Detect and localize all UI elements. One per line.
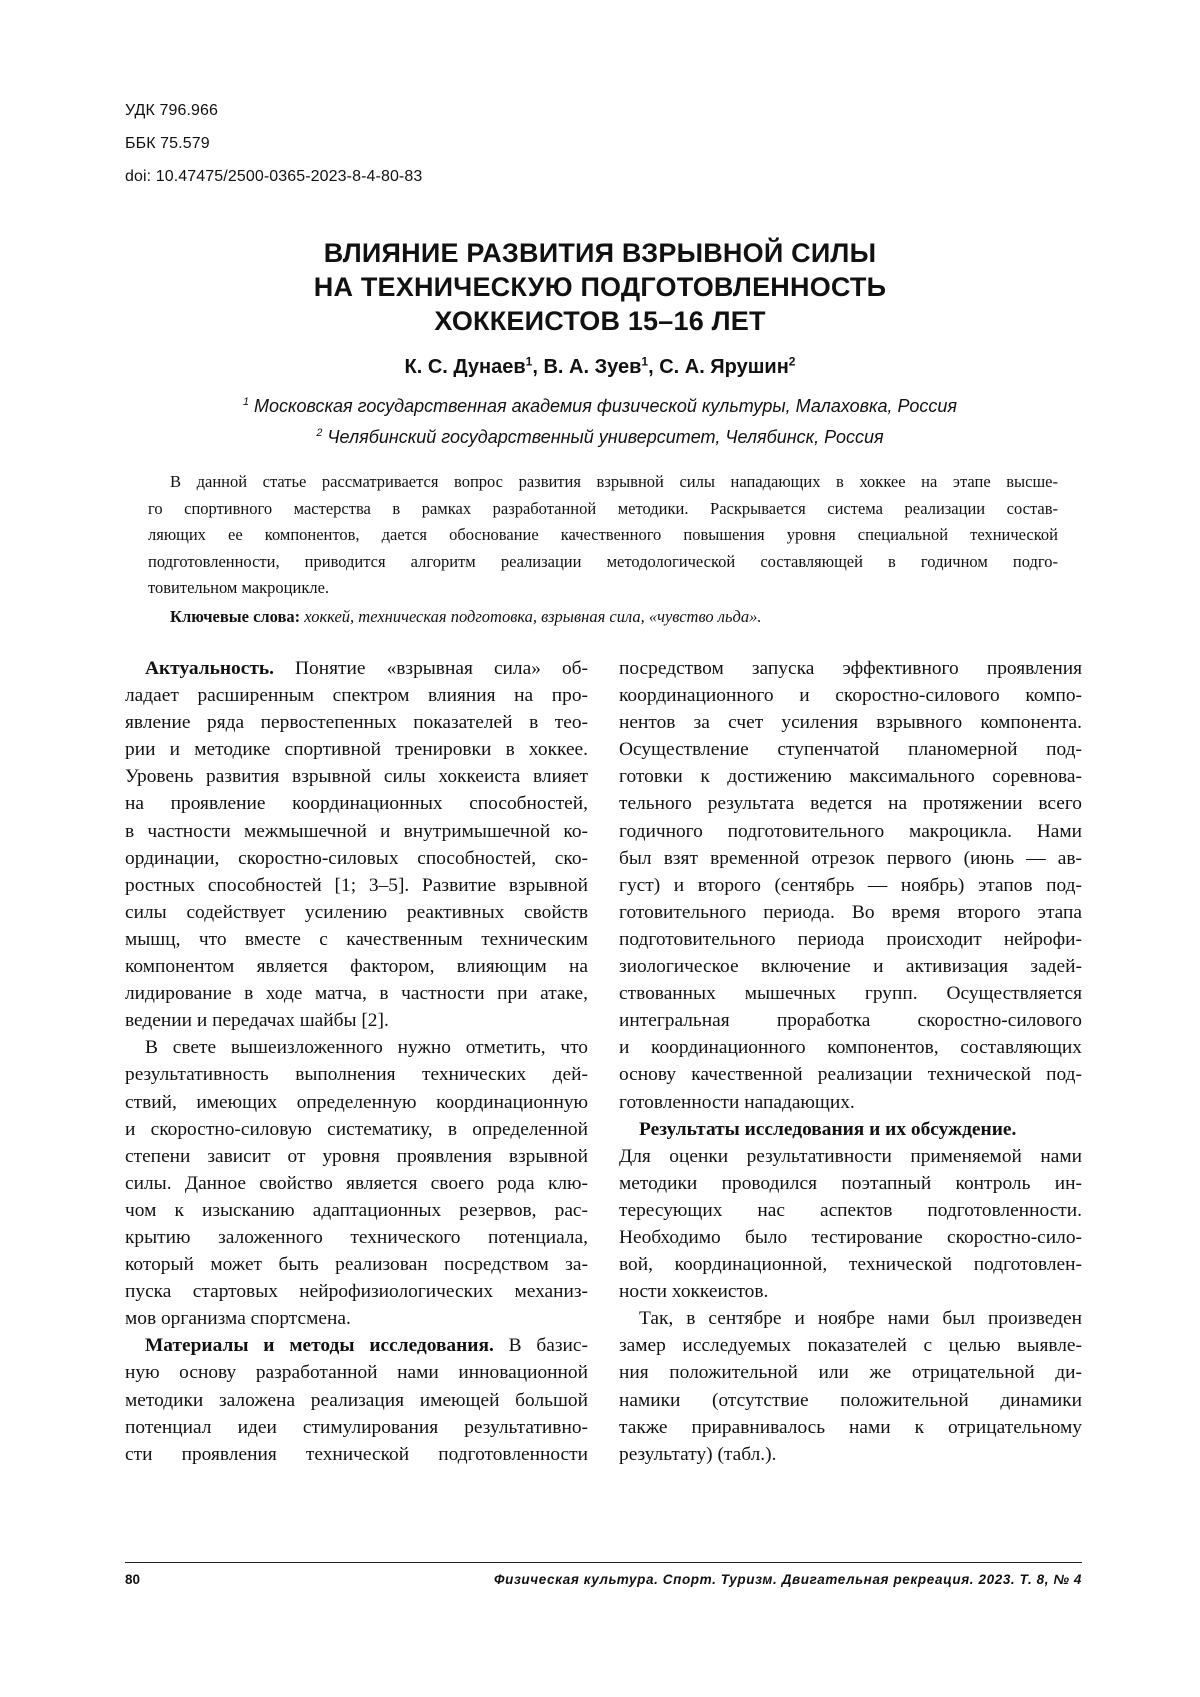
body-text: силы содействует усилению реактивных свойств — [125, 901, 588, 923]
title-line-1: ВЛИЯНИЕ РАЗВИТИЯ ВЗРЫВНОЙ СИЛЫ — [323, 238, 877, 268]
body-text: мышц, что вместе с качественным техническим — [125, 928, 588, 950]
abstract-line: подготовленности, приводится алгоритм реализации методологической составляющей в годичном подго- — [148, 551, 1058, 571]
body-text: сти проявления технической подготовленности — [125, 1443, 588, 1465]
keywords-value: хоккей, техническая подготовка, взрывная сила, «чувство льда». — [300, 607, 762, 626]
body-text: Так, в сентябре и ноябре нами был произведен — [639, 1308, 1082, 1330]
title-line-2: НА ТЕХНИЧЕСКУЮ ПОДГОТОВЛЕННОСТЬ — [313, 272, 887, 302]
abstract — [148, 469, 1058, 602]
body-text-line — [125, 980, 588, 1007]
body-text: Необходимо было тестирование скоростно-сило- — [619, 1226, 1082, 1248]
body-text: явление ряда первостепенных показателей в тео- — [125, 712, 588, 734]
body-text: который может быть реализован посредством за- — [125, 1254, 588, 1276]
body-text-line — [619, 1278, 1082, 1305]
keywords — [170, 607, 761, 627]
body-text: основу качественной реализации технической под- — [619, 1064, 1082, 1086]
body-text: был взят временной отрезок первого (июнь — ав- — [619, 847, 1082, 869]
body-text: методики заложена реализация имеющей большой — [125, 1389, 588, 1411]
udk-code: УДК 796.966 — [125, 102, 218, 119]
body-text-line — [619, 1116, 1082, 1143]
body-text: методики проводился поэтапный контроль ин- — [619, 1172, 1082, 1194]
page-number: 80 — [125, 1572, 141, 1587]
body-text: годичного подготовительного макроцикла. Нами — [619, 820, 1082, 842]
body-text-line — [619, 818, 1082, 845]
body-text-line — [125, 682, 588, 709]
title-line-3: ХОККЕИСТОВ 15–16 ЛЕТ — [434, 306, 766, 336]
body-text-line — [619, 1305, 1082, 1332]
body-text-line — [125, 1359, 588, 1386]
body-text-line — [125, 1034, 588, 1061]
body-text-line — [125, 1143, 588, 1170]
author-separator: , — [532, 356, 544, 378]
abstract-line: В данной статье рассматривается вопрос развития взрывной силы нападающих в хоккее на этапе высше- — [170, 472, 1058, 491]
article-title — [125, 236, 1075, 338]
body-text: в частности межмышечной и внутримышечной ко- — [125, 820, 588, 842]
affiliation-2-text: Челябинский государственный университет, Челябинск, Россия — [327, 427, 884, 447]
body-text: ния положительной или же отрицательной ди- — [619, 1362, 1082, 1384]
body-text-line — [125, 1089, 588, 1116]
body-text: ствий, имеющих определенную координационную — [125, 1091, 588, 1113]
author-separator: , — [648, 356, 660, 378]
body-text-line — [619, 1441, 1082, 1468]
section-heading: Материалы и методы исследования. — [145, 1335, 494, 1357]
author-name: В. А. Зуев — [543, 356, 642, 378]
body-text: ствованных мышечных групп. Осуществляется — [619, 983, 1082, 1005]
body-text: интегральная проработка скоростно-силового — [619, 1010, 1082, 1032]
author-list — [125, 356, 1075, 379]
body-text: Уровень развития взрывной силы хоккеиста влияет — [125, 766, 588, 788]
body-text-line — [619, 872, 1082, 899]
body-text-line — [619, 1332, 1082, 1359]
body-text: мов организма спортсмена. — [125, 1308, 351, 1330]
body-text-line — [125, 1278, 588, 1305]
body-text: ности хоккеистов. — [619, 1281, 769, 1303]
keywords-label: Ключевые слова: — [170, 607, 301, 626]
affiliation-2 — [125, 427, 1075, 448]
body-text: потенциал идеи стимулирования результативно- — [125, 1416, 588, 1438]
author-affiliation-marker: 1 — [641, 354, 649, 369]
body-text: готовительного периода. Во время второго этапа — [619, 901, 1082, 923]
author-affiliation-marker: 1 — [525, 354, 533, 369]
affiliation-1 — [125, 396, 1075, 417]
body-text: В базис- — [493, 1335, 588, 1357]
body-text-line — [619, 1251, 1082, 1278]
body-text-line — [125, 953, 588, 980]
body-text: лидирование в ходе матча, в частности при атаке, — [125, 983, 588, 1005]
body-text-line — [125, 736, 588, 763]
body-column-left — [125, 655, 588, 1468]
body-text: и скоростно-силовую систематику, в определенной — [125, 1118, 588, 1140]
body-text-line — [125, 655, 588, 682]
body-text: ростных способностей [1; 3–5]. Развитие взрывной — [125, 874, 588, 896]
body-text-line — [619, 1089, 1082, 1116]
section-heading: Актуальность. — [145, 658, 274, 679]
body-text-line — [125, 1441, 588, 1468]
body-text-line — [125, 1332, 588, 1359]
affiliation-2-marker: 2 — [316, 427, 323, 439]
body-text: готовленности нападающих. — [619, 1091, 855, 1113]
body-text-line — [619, 790, 1082, 817]
body-text: крытию заложенного технического потенциала, — [125, 1226, 588, 1248]
body-text: координационного и скоростно-силового компо- — [619, 685, 1082, 707]
body-text: намики (отсутствие положительной динамики — [619, 1389, 1082, 1411]
body-text-line — [125, 763, 588, 790]
body-text-line — [619, 709, 1082, 736]
body-text: степени зависит от уровня проявления взрывной — [125, 1145, 588, 1167]
body-text: подготовительного периода происходит нейрофи- — [619, 928, 1082, 950]
body-text-line — [619, 926, 1082, 953]
body-text: силы. Данное свойство является своего рода клю- — [125, 1172, 588, 1194]
doi-label: doi: 10.47475/2500-0365-2023-8-4-80-83 — [125, 168, 423, 185]
body-text-line — [619, 1224, 1082, 1251]
author-name: С. А. Ярушин — [659, 356, 789, 378]
body-text: Для оценки результативности применяемой нами — [619, 1145, 1082, 1167]
body-text-line — [619, 845, 1082, 872]
body-text-line — [125, 1387, 588, 1414]
section-heading: Результаты исследования и их обсуждение. — [639, 1118, 1017, 1140]
affiliation-1-marker: 1 — [243, 396, 250, 408]
bbk-code: ББК 75.579 — [125, 135, 210, 152]
body-column-right — [619, 655, 1082, 1468]
body-text: тельного результата ведется на протяжении всего — [619, 793, 1082, 815]
body-text-line — [125, 899, 588, 926]
body-text-line — [619, 655, 1082, 682]
body-text-line — [619, 1387, 1082, 1414]
body-text: компонентом является фактором, влияющим на — [125, 956, 588, 978]
body-text-line — [125, 1116, 588, 1143]
body-text-line — [619, 1061, 1082, 1088]
body-text: ординации, скоростно-силовых способностей, ско- — [125, 847, 588, 869]
body-text-line — [125, 1170, 588, 1197]
body-text-line — [619, 1034, 1082, 1061]
body-text: ведении и передачах шайбы [2]. — [125, 1010, 389, 1032]
journal-citation: Физическая культура. Спорт. Туризм. Двигательная рекреация. 2023. Т. 8, № 4 — [493, 1572, 1082, 1587]
body-text: также приравнивалось нами к отрицательному — [619, 1416, 1082, 1438]
body-text-line — [125, 926, 588, 953]
abstract-line: товительном макроцикле. — [148, 578, 330, 598]
body-text-line — [125, 1251, 588, 1278]
body-text: посредством запуска эффективного проявления — [619, 658, 1082, 679]
body-text-line — [125, 872, 588, 899]
body-text: результату) (табл.). — [619, 1443, 777, 1465]
body-text: чом к изысканию адаптационных резервов, рас- — [125, 1199, 588, 1221]
body-text: нентов за счет усиления взрывного компонента. — [619, 712, 1082, 734]
body-text: готовки к достижению максимального соревнова- — [619, 766, 1082, 788]
footer-divider — [125, 1562, 1082, 1563]
body-text-line — [125, 1305, 588, 1332]
body-text: пуска стартовых нейрофизиологических механиз- — [125, 1281, 588, 1303]
body-text-line — [619, 1170, 1082, 1197]
body-text: и координационного компонентов, составляющих — [619, 1037, 1082, 1059]
body-text-line — [125, 790, 588, 817]
body-text: рии и методике спортивной тренировки в хоккее. — [125, 739, 588, 761]
body-text-line — [125, 1414, 588, 1441]
body-text: на проявление координационных способностей, — [125, 793, 588, 815]
body-text-line — [619, 1007, 1082, 1034]
body-text-line — [619, 1143, 1082, 1170]
author-affiliation-marker: 2 — [788, 354, 796, 369]
body-text: результативность выполнения технических дей- — [125, 1064, 588, 1086]
body-text-line — [619, 736, 1082, 763]
body-text-line — [125, 1224, 588, 1251]
body-text: Понятие «взрывная сила» об- — [273, 658, 588, 679]
body-text-line — [125, 1061, 588, 1088]
body-text-line — [619, 682, 1082, 709]
body-text: густ) и второго (сентябрь — ноябрь) этапов под- — [619, 874, 1082, 896]
body-text: В свете вышеизложенного нужно отметить, что — [145, 1037, 588, 1059]
body-text-line — [125, 709, 588, 736]
author-name: К. С. Дунаев — [404, 356, 526, 378]
body-text-line — [619, 1414, 1082, 1441]
body-text-line — [619, 763, 1082, 790]
abstract-line: ляющих ее компонентов, дается обоснование качественного повышения уровня специальной технической — [148, 525, 1058, 545]
body-text: замер исследуемых показателей с целью выявле- — [619, 1335, 1082, 1357]
body-text: Осуществление ступенчатой планомерной под- — [619, 739, 1082, 761]
body-text: тересующих нас аспектов подготовленности. — [619, 1199, 1082, 1221]
body-text-line — [125, 1197, 588, 1224]
body-text: вой, координационной, технической подготовлен- — [619, 1254, 1082, 1276]
body-text-line — [619, 980, 1082, 1007]
abstract-line: го спортивного мастерства в рамках разработанной методики. Раскрывается система реализации состав- — [148, 498, 1058, 518]
body-text-line — [619, 1359, 1082, 1386]
body-text-line — [125, 1007, 588, 1034]
body-text-line — [619, 953, 1082, 980]
body-text-line — [619, 899, 1082, 926]
body-text-line — [125, 845, 588, 872]
body-text-line — [619, 1197, 1082, 1224]
body-text: ладает расширенным спектром влияния на про- — [125, 685, 588, 707]
body-text-line — [125, 818, 588, 845]
affiliation-1-text: Московская государственная академия физической культуры, Малаховка, Россия — [254, 396, 957, 416]
body-text: ную основу разработанной нами инновационной — [125, 1362, 588, 1384]
body-text: зиологическое включение и активизация задей- — [619, 956, 1082, 978]
